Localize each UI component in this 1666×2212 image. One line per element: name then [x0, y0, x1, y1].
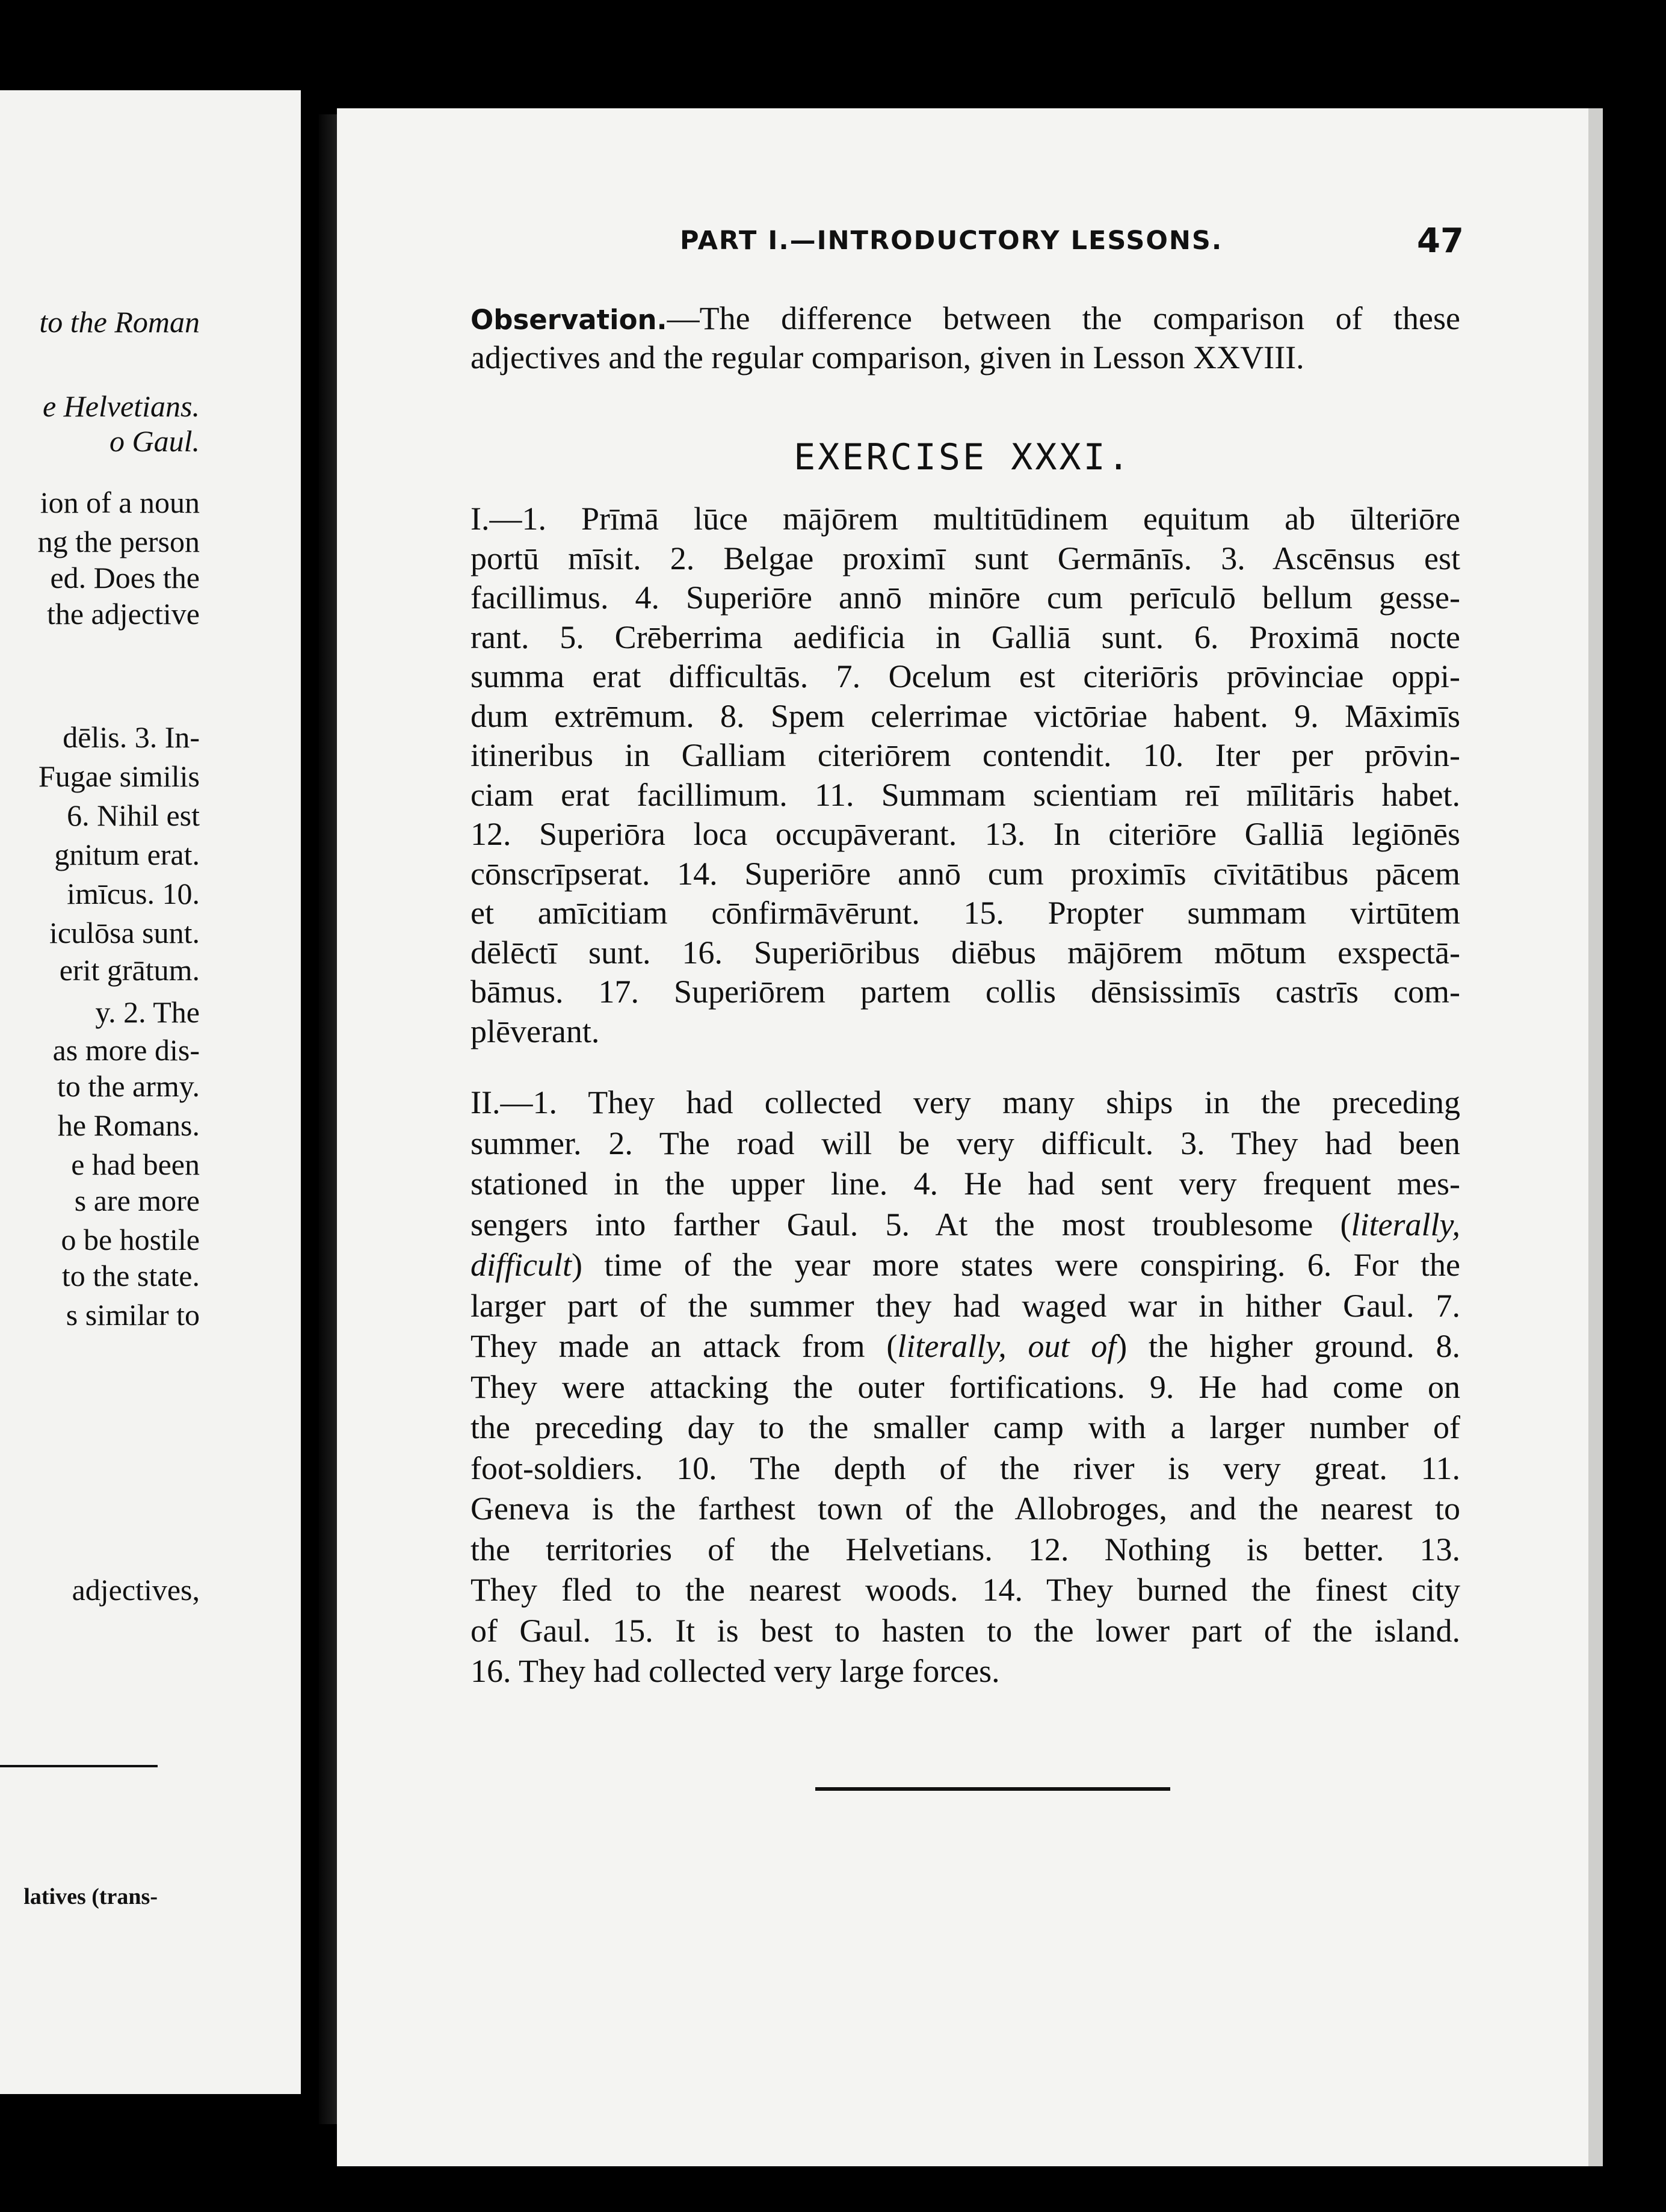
observation-line: adjectives and the regular comparison, given in Lesson XXVIII. — [470, 339, 1304, 375]
left-page-line: as more dis- — [52, 1033, 200, 1067]
left-page-line: ed. Does the — [50, 561, 200, 595]
book-page — [337, 108, 1588, 2166]
exercise-line: Geneva is the farthest town of the Allobroges, and the nearest to — [470, 1491, 1460, 1527]
left-page-line: erit grātum. — [59, 953, 200, 987]
left-facing-page — [0, 90, 301, 2094]
exercise-line: They fled to the nearest woods. 14. They burned the finest city — [470, 1572, 1460, 1608]
left-page-line: the adjective — [46, 597, 200, 631]
observation-label: Observation. — [470, 304, 667, 336]
left-page-line: ion of a noun — [40, 486, 200, 519]
exercise-line: bāmus. 17. Superiōrem partem collis dēnsissimīs castrīs com- — [470, 974, 1460, 1010]
exercise-line: 12. Superiōra loca occupāverant. 13. In citeriōre Galliā legiōnēs — [470, 816, 1460, 852]
observation-text: —The difference between the comparison of these — [667, 300, 1460, 336]
left-page-line: 6. Nihil est — [67, 799, 200, 832]
left-page-line: o Gaul. — [110, 424, 200, 458]
left-page-line: to the army. — [57, 1069, 200, 1103]
exercise-line: facillimus. 4. Superiōre annō minōre cum perīculō bellum gesse- — [470, 579, 1460, 616]
exercise-line: They were attacking the outer fortifications. 9. He had come on — [470, 1368, 1460, 1405]
exercise-line: rant. 5. Crēberrima aedificia in Galliā sunt. 6. Proximā nocte — [470, 619, 1460, 655]
exercise-line: portū mīsit. 2. Belgae proximī sunt Germānīs. 3. Ascēnsus est — [470, 540, 1460, 576]
exercise-line: et amīcitiam cōnfirmāvērunt. 15. Propter summam virtūtem — [470, 895, 1460, 931]
exercise-line: larger part of the summer they had waged war in hither Gaul. 7. — [470, 1287, 1460, 1324]
exercise-line: plēverant. — [470, 1013, 600, 1049]
left-page-line: adjectives, — [72, 1573, 200, 1607]
exercise-line: 16. They had collected very large forces. — [470, 1653, 1000, 1689]
left-page-line: ng the person — [37, 525, 200, 558]
exercise-line: They made an attack from (literally, out of) the higher ground. 8. — [470, 1328, 1461, 1364]
page-number: 47 — [1417, 221, 1464, 261]
left-page-line: e Helvetians. — [42, 389, 200, 423]
end-rule — [815, 1787, 1170, 1791]
exercise-line: foot-soldiers. 10. The depth of the river is very great. 11. — [470, 1450, 1460, 1486]
exercise-line: I.—1. Prīmā lūce mājōrem multitūdinem equitum ab ūlteriōre — [470, 501, 1460, 537]
left-page-line: y. 2. The — [95, 995, 200, 1029]
left-page-line: s are more — [74, 1184, 200, 1217]
exercise-line: summer. 2. The road will be very difficult. 3. They had been — [470, 1125, 1460, 1161]
exercise-line: II.—1. They had collected very many ships in the preceding — [470, 1084, 1460, 1120]
left-page-line: to the state. — [61, 1259, 200, 1293]
exercise-line: ciam erat facillimum. 11. Summam scientiam reī mīlitāris habet. — [470, 776, 1460, 813]
left-footnote: latives (trans- — [23, 1884, 158, 1909]
exercise-line: dum extrēmum. 8. Spem celerrimae victōriae habent. 9. Māximīs — [470, 697, 1460, 734]
exercise-line: summa erat difficultās. 7. Ocelum est citeriōris prōvinciae oppi- — [470, 658, 1460, 694]
exercise-line: sengers into farther Gaul. 5. At the most troublesome (literally, — [470, 1206, 1460, 1243]
left-page-line: imīcus. 10. — [67, 877, 200, 910]
page-edge — [1588, 108, 1603, 2166]
exercise-title: EXERCISE XXXI. — [794, 436, 1132, 478]
left-page-line: e had been — [71, 1148, 200, 1181]
left-page-line: to the Roman — [39, 305, 200, 339]
left-page-line: he Romans. — [57, 1108, 200, 1142]
left-page-line: iculōsa sunt. — [49, 916, 200, 950]
exercise-line: dēlēctī sunt. 16. Superiōribus diēbus mājōrem mōtum exspectā- — [470, 934, 1460, 971]
left-footnote-rule — [0, 1765, 158, 1767]
exercise-line: of Gaul. 15. It is best to hasten to the lower part of the island. — [470, 1612, 1460, 1649]
observation-line — [470, 302, 1460, 335]
left-page-line: Fugae similis — [38, 759, 200, 793]
exercise-line: the preceding day to the smaller camp with a larger number of — [470, 1409, 1460, 1445]
left-page-line: gnitum erat. — [54, 838, 200, 871]
exercise-line: cōnscrīpserat. 14. Superiōre annō cum proximīs cīvitātibus pācem — [470, 855, 1460, 892]
left-page-line: s similar to — [66, 1298, 200, 1332]
exercise-line: itineribus in Galliam citeriōrem contendit. 10. Iter per prōvin- — [470, 737, 1460, 773]
running-head: PART I.—INTRODUCTORY LESSONS. — [680, 226, 1223, 256]
exercise-line: difficult) time of the year more states were conspiring. 6. For the — [470, 1247, 1460, 1283]
exercise-line: the territories of the Helvetians. 12. Nothing is better. 13. — [470, 1531, 1460, 1568]
left-page-line: o be hostile — [61, 1223, 200, 1256]
left-page-line: dēlis. 3. In- — [63, 720, 200, 754]
exercise-line: stationed in the upper line. 4. He had sent very frequent mes- — [470, 1166, 1460, 1202]
